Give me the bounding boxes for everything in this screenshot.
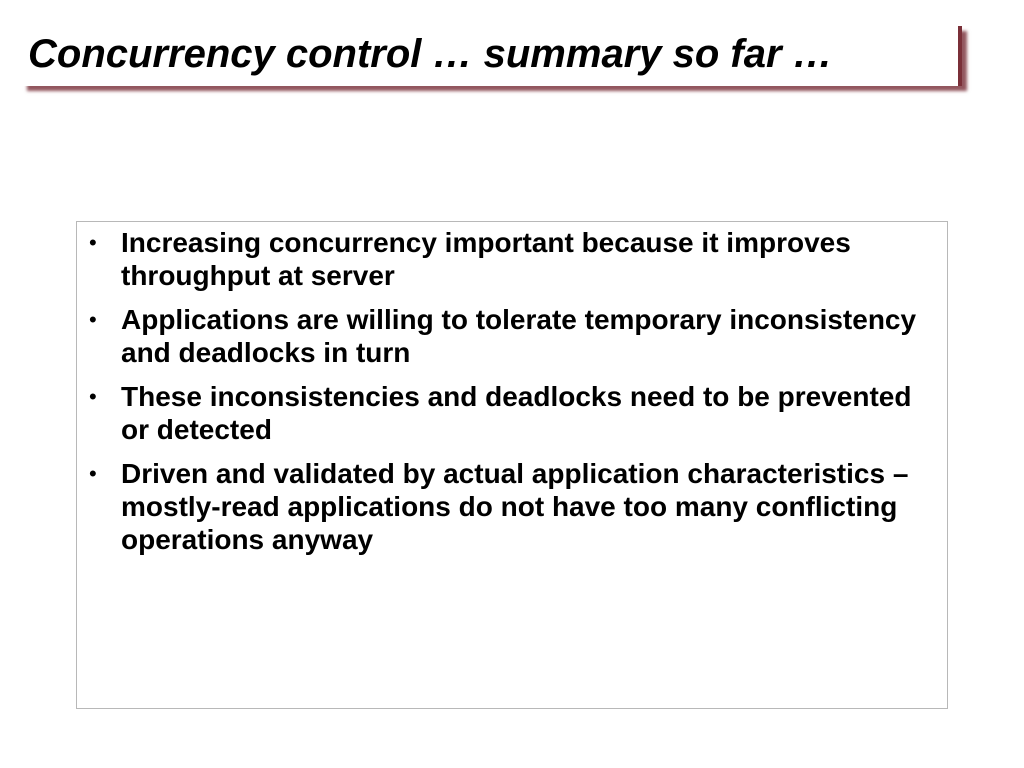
bullet-icon: • [89,230,97,255]
bullet-icon: • [89,307,97,332]
bullet-item [87,380,937,446]
title-banner [22,26,962,86]
bullet-text: Increasing concurrency important because it improves throughput at server [121,227,851,291]
bullet-text: These inconsistencies and deadlocks need to be prevented or detected [121,381,912,445]
bullet-text: Driven and validated by actual application characteristics – mostly-read applications do not have too many conflicting operations anyway [121,458,909,555]
bullet-text: Applications are willing to tolerate temporary inconsistency and deadlocks in turn [121,304,917,368]
bullet-icon: • [89,384,97,409]
slide-title: Concurrency control … summary so far … [28,32,833,76]
bullet-list [87,226,937,567]
bullet-item [87,303,937,369]
bullet-item [87,457,937,556]
bullet-item [87,226,937,292]
content-box [76,221,948,709]
bullet-icon: • [89,461,97,486]
